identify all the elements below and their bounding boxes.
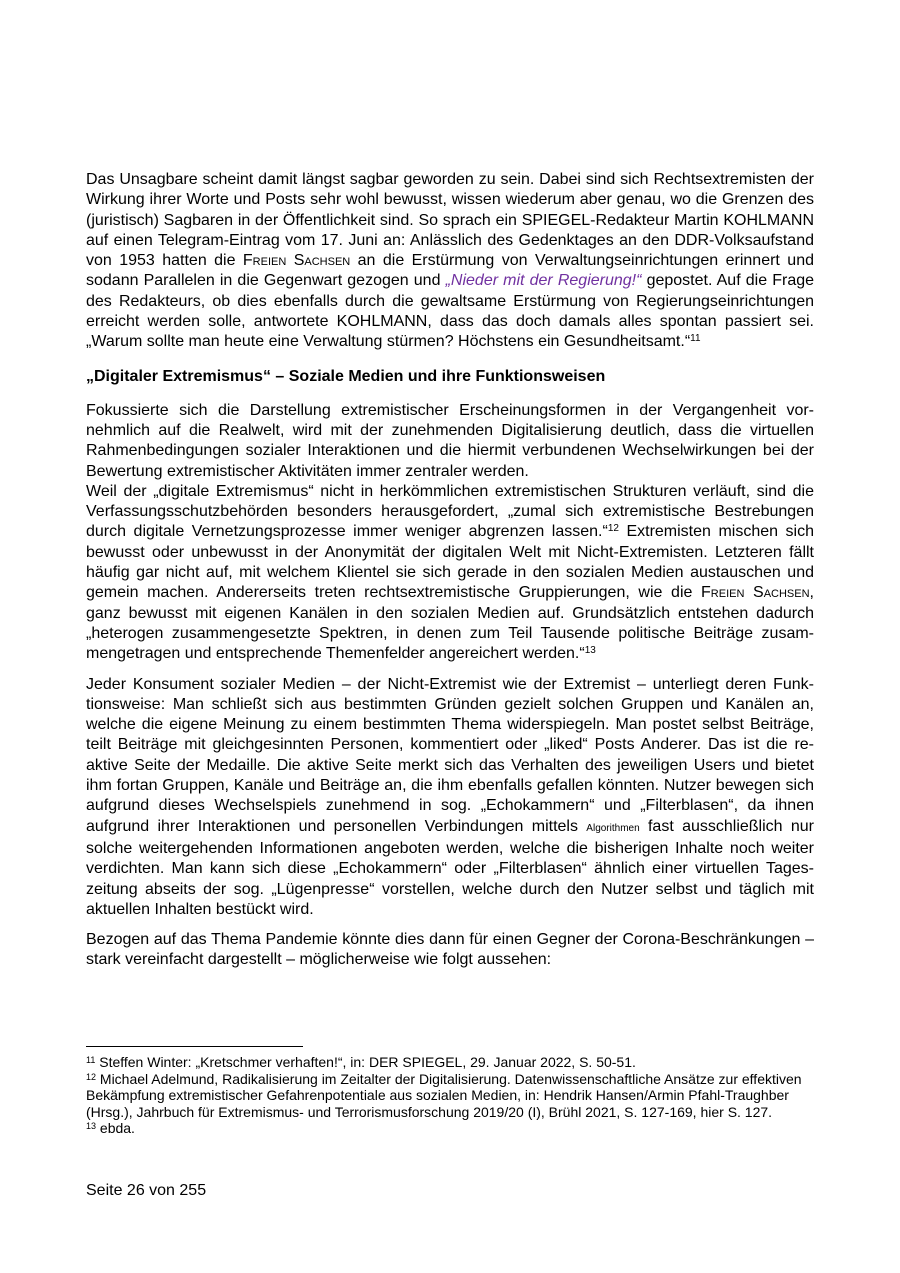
group-name: Freien Sachsen (701, 584, 810, 602)
paragraph-text: Jeder Konsument sozialer Medien – der Nicht-Extremist wie der Extremist – unterliegt deren Funktionsweise: Man schließt sich aus bestimmten Gründen gezielt solchen Gruppen und Kanälen an, welche die eigene Meinung zu einem bestimmten Thema widerspiegeln. Man postet selbst Beiträge, teilt Beiträge mit gleichgesinnten Personen, kommentiert oder „liked“ Posts Anderer. Das ist die reaktive Seite der Medaille. Die aktive Seite merkt sich das Verhalten des jeweiligen Users und bietet ihm fortan Gruppen, Kanäle und Beiträge an, die ihm ebenfalls gefallen könnten. Nutzer bewegen sich aufgrund dieses Wechselspiels zunehmend in sog. „Echokammern“ und „Filterblasen“, da ihnen aufgrund ihrer Interaktionen und personellen Verbindungen mittels (86, 675, 814, 835)
paragraph-text: fast ausschließlich nur solche weitergehenden Informationen angeboten werden, welche die bisherigen Inhalte noch weiter verdichten. Man kann sich diese „Echokammern“ oder „Filterblasen“ ähnlich einer virtuellen Tageszeitung abseits der sog. „Lügenpresse“ vorstellen, welche durch den Nutzer selbst und täglich mit aktuellen Inhalten bestückt wird. (86, 817, 815, 918)
paragraph-text: , ganz bewusst mit eigenen Kanälen in den sozialen Medien auf. Grundsätzlich entstehen dadurch „heterogen zusammengesetzte Spektren, in denen zum Teil Tausende politische Beiträge zusammengetragen und entsprechende Themenfelder angereichert werden.“ (86, 584, 814, 663)
footnote (86, 1071, 814, 1121)
document-body (86, 170, 814, 971)
footnote-ref: 11 (690, 333, 701, 345)
footnote (86, 1054, 814, 1071)
footnote-number: 13 (86, 1121, 97, 1131)
paragraph (86, 675, 814, 921)
paragraph-text: Das Unsagbare scheint damit längst sagbar geworden zu sein. Dabei sind sich Rechtsextremisten der Wirkung ihrer Worte und Posts sehr wohl bewusst, wissen wiederum aber genau, wo die Grenzen des (juristisch) Sagbaren in der Öffentlichkeit sind. So sprach ein SPIEGEL-Redakteur Martin KOHLMANN auf einen Telegram-Eintrag vom 17. Juni an: Anlässlich des Gedenktages an den DDR-Volksaufstand von 1953 hatten die (86, 171, 814, 270)
footnote-ref: 13 (584, 645, 596, 657)
paragraph: Fokussierte sich die Darstellung extremistischer Erscheinungsformen in der Vergangenheit vornehmlich auf die Realwelt, wird mit der zunehmenden Digitalisierung deutlich, dass die virtuellen Rahmenbedingungen sozialer Interaktionen und die hiermit verbundenen Wechselwirkungen bei der Bewertung extremistischer Aktivitäten immer zentraler werden. (86, 401, 814, 480)
paragraph-text: an die Erstürmung von Verwaltungseinrichtungen erinnert und sodann Parallelen in die Gegenwart gezogen und (86, 252, 814, 290)
footnote-divider (86, 1046, 303, 1047)
page-number: Seite 26 von 255 (86, 1182, 207, 1199)
small-text: Algorithmen (586, 822, 640, 834)
footnote-ref: 12 (607, 523, 619, 535)
footnote-number: 12 (86, 1071, 97, 1082)
footnote-text: ebda. (96, 1120, 135, 1136)
group-name: Freien Sachsen (242, 252, 351, 270)
footnote (86, 1120, 814, 1137)
footnotes (86, 1054, 814, 1137)
paragraph (86, 482, 814, 665)
paragraph-text: Weil der „digitale Extremismus“ nicht in herkömmlichen extremistischen Strukturen verläuft, sind die Verfassungsschutzbehörden besonders herausgefordert, „zumal sich extremistische Bestrebungen durch digitale Vernetzungsprozesse immer weniger abgrenzen lassen.“ (86, 482, 814, 541)
quote-link[interactable]: „Nieder mit der Regierung!“ (445, 272, 642, 290)
paragraph-text: gepostet. Auf die Frage des Redakteurs, ob dies ebenfalls durch die gewaltsame Erstürmung von Regierungseinrichtungen erreicht werden solle, antwortete KOHLMANN, dass das doch damals alles spontan passiert sei. „Warum sollte man heute eine Verwaltung stürmen? Höchstens ein Gesundheitsamt.“ (86, 272, 815, 351)
paragraph (86, 170, 814, 353)
paragraph-text: Extremisten mischen sich bewusst oder unbewusst in der Anonymität der digitalen Welt mit Nicht-Extremisten. Letzteren fällt häufig gar nicht auf, mit welchem Klientel sie sich gerade in den sozialen Medien austauschen und gemein machen. Andererseits treten rechtsextremistische Gruppierungen, wie die (86, 523, 814, 602)
footnote-text: Michael Adelmund, Radikalisierung im Zeitalter der Digitalisierung. Datenwissenschaftliche Ansätze zur effektiven Bekämpfung extremistischer Gefahrenpotentiale aus sozialen Medien, in: Hendrik Hansen/Armin Pfahl-Traughber (Hrsg.), Jahrbuch für Extremismus- und Terrorismusforschung 2019/20 (I), Brühl 2021, S. 127-169, hier S. 127. (86, 1070, 802, 1120)
paragraph: Bezogen auf das Thema Pandemie könnte dies dann für einen Gegner der Corona-Beschränkungen – stark vereinfacht dargestellt – möglicherweise wie folgt aussehen: (86, 931, 814, 969)
section-heading: „Digitaler Extremismus“ – Soziale Medien und ihre Funktionsweisen (86, 367, 606, 385)
footnote-number: 11 (86, 1055, 96, 1065)
footnote-text: Steffen Winter: „Kretschmer verhaften!“, in: DER SPIEGEL, 29. Januar 2022, S. 50-51. (95, 1054, 636, 1070)
